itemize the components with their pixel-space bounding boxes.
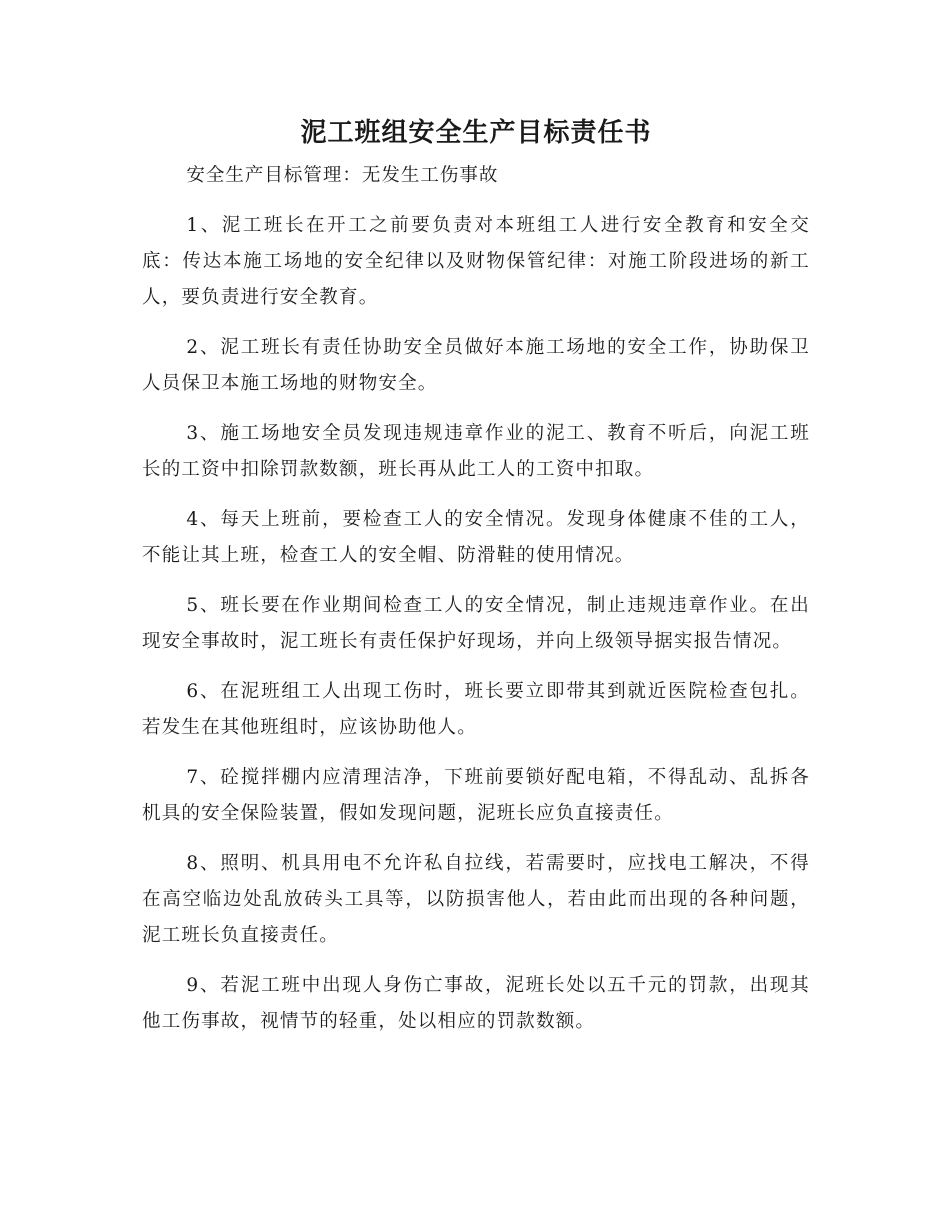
document-page [142, 108, 810, 1054]
clause-7: 7、砼搅拌棚内应清理洁净，下班前要锁好配电箱，不得乱动、乱拆各机具的安全保险装置，假如发现问题，泥班长应负直接责任。 [142, 767, 810, 824]
clause-5: 5、班长要在作业期间检查工人的安全情况，制止违规违章作业。在出现安全事故时，泥工班长有责任保护好现场，并向上级领导据实报告情况。 [142, 595, 810, 652]
clause-9: 9、若泥工班中出现人身伤亡事故，泥班长处以五千元的罚款，出现其他工伤事故，视情节的轻重，处以相应的罚款数额。 [142, 975, 810, 1032]
clause-6: 6、在泥班组工人出现工伤时，班长要立即带其到就近医院检查包扎。若发生在其他班组时，应该协助他人。 [142, 681, 810, 738]
clause-1: 1、泥工班长在开工之前要负责对本班组工人进行安全教育和安全交底：传达本施工场地的安全纪律以及财物保管纪律：对施工阶段进场的新工人，要负责进行安全教育。 [142, 215, 810, 308]
document-title: 泥工班组安全生产目标责任书 [300, 118, 652, 148]
clause-3: 3、施工场地安全员发现违规违章作业的泥工、教育不听后，向泥工班长的工资中扣除罚款数额，班长再从此工人的工资中扣取。 [142, 423, 810, 480]
clause-4: 4、每天上班前，要检查工人的安全情况。发现身体健康不佳的工人，不能让其上班，检查工人的安全帽、防滑鞋的使用情况。 [142, 509, 810, 566]
safety-goal: 安全生产目标管理：无发生工伤事故 [186, 165, 499, 186]
clause-2: 2、泥工班长有责任协助安全员做好本施工场地的安全工作，协助保卫人员保卫本施工场地的财物安全。 [142, 337, 810, 394]
clause-8: 8、照明、机具用电不允许私自拉线，若需要时，应找电工解决，不得在高空临边处乱放砖头工具等，以防损害他人，若由此而出现的各种问题，泥工班长负直接责任。 [142, 853, 810, 946]
